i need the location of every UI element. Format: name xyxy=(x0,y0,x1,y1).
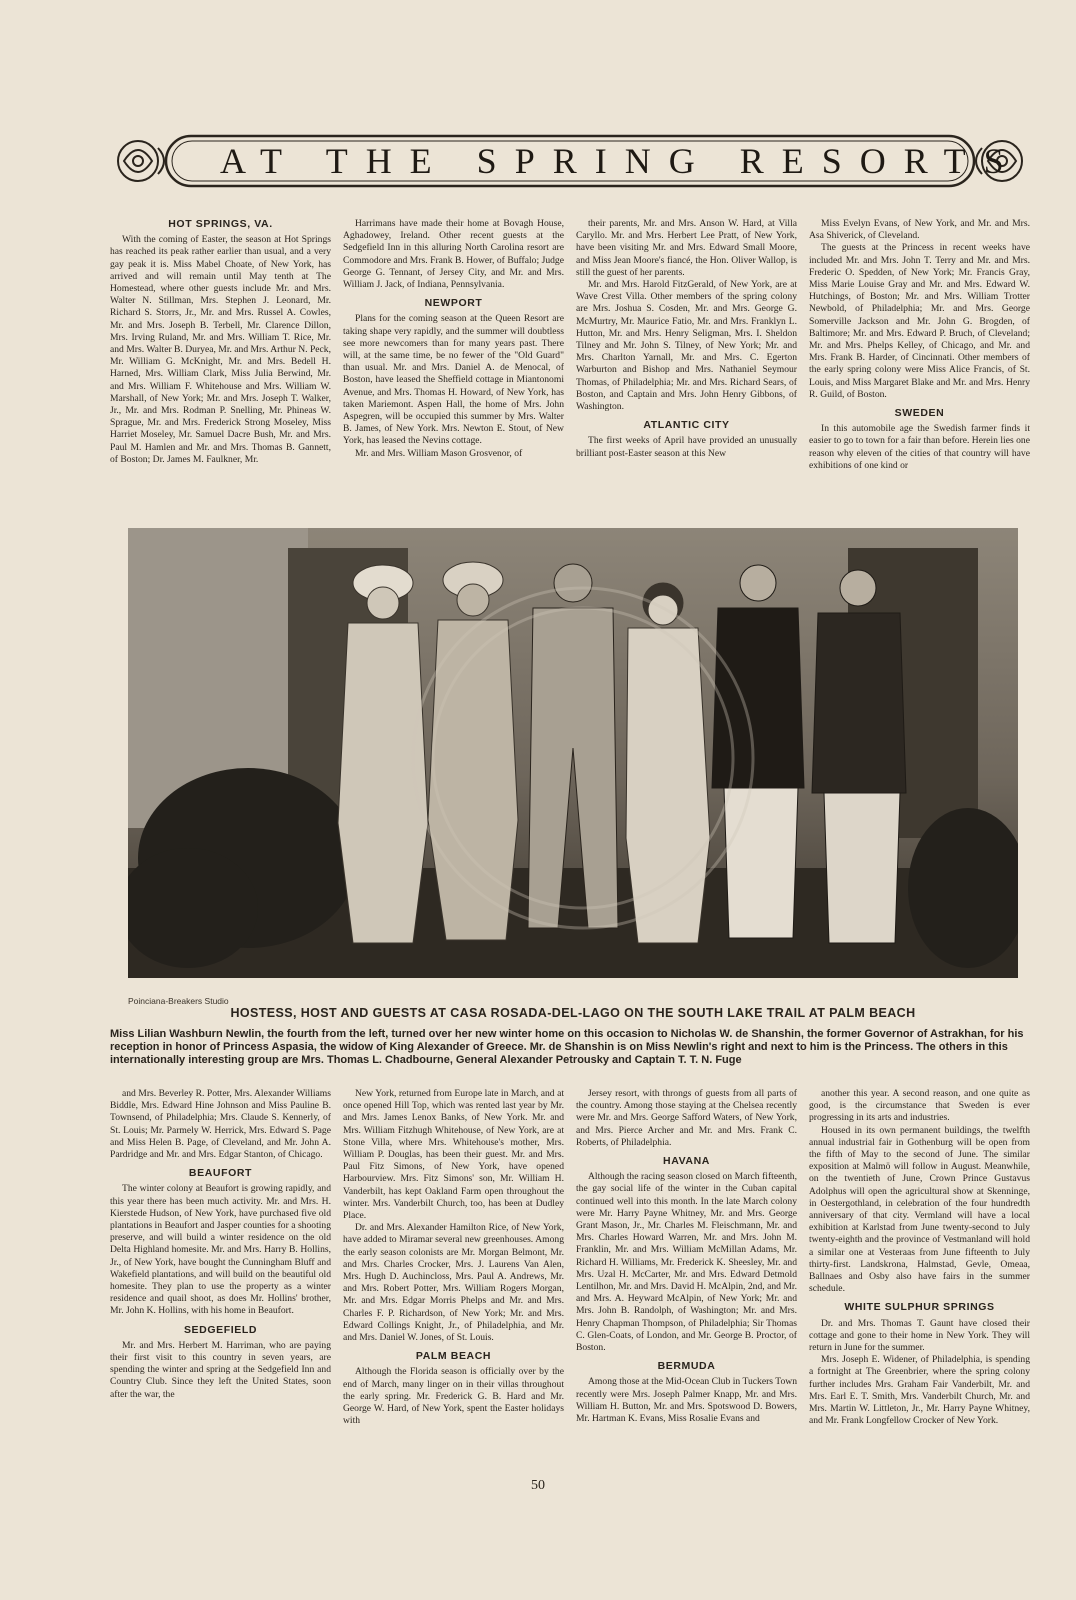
paragraph: Mr. and Mrs. Herbert M. Harriman, who are paying their first visit to this country in seven years, are spending the winter and spring at the Sedgefield Inn and Country Club. Since they left the United States, soon after the war, the xyxy=(110,1339,331,1400)
column-4 xyxy=(809,1088,1030,1476)
paragraph: Miss Evelyn Evans, of New York, and Mr. and Mrs. Asa Shiverick, of Cleveland. xyxy=(809,218,1030,242)
column-3 xyxy=(576,1088,797,1476)
column-1 xyxy=(110,218,331,510)
paragraph: Jersey resort, with throngs of guests from all parts of the country. Among those staying at the Chelsea recently were Mr. and Mrs. George Safford Waters, of New York, and Mrs. Pierce Archer and Mr. and Mrs. Frank C. Roberts, of Philadelphia. xyxy=(576,1088,797,1148)
article-columns-top xyxy=(110,218,1030,510)
column-2 xyxy=(343,218,564,510)
paragraph: In this automobile age the Swedish farmer finds it easier to go to town for a fair than before. Herein lies one reason why eleven of the cities of that country will have exhibitions of one kind or xyxy=(809,423,1030,471)
section-heading: NEWPORT xyxy=(424,297,483,310)
column-3 xyxy=(576,218,797,510)
section-heading: PALM BEACH xyxy=(415,1350,492,1363)
paragraph: With the coming of Easter, the season at Hot Springs has reached its peak rather earlier than usual, and a very gay peak it is. Miss Mabel Choate, of New York, has arrived and will remain until May tenth at The Homestead, where other guests include Mr. and Mrs. Walter N. Stillman, Mrs. Stephen J. Leonard, Mr. Richard S. Storrs, Jr., Mr. and Mrs. Russel A. Cowles, Mr. and Mrs. Joseph B. Terbell, Mr. Clarence Dillon, Mrs. Irving Ruland, Mr. and Mrs. William T. Rice, Mr. and Mrs. Walter B. Duryea, Mr. and Mrs. Arthur N. Peck, Mr. William G. McKnight, Mr. and Mrs. Bedell H. Harned, Mrs. William Clark, Miss Julia Berwind, Mr. and Mrs. William F. Whitehouse and Mrs. William W. Marshall, of New York; Mr. and Mrs. Joseph T. Walker, Jr., Mr. and Mrs. Rodman P. Snelling, Mr. Phineas W. Sprague, Mr. and Mrs. Frederick Strong Moseley, Miss Harriet Moseley, Mr. Samuel Dacre Bush, Mr. and Mrs. Paul M. Hamlen and Mr. and Mrs. Thomas B. Gannett, of Boston; Dr. James M. Faulkner, Mr. xyxy=(110,234,331,465)
title-banner xyxy=(110,128,1030,194)
caption-text: Miss Lilian Washburn Newlin, the fourth from the left, turned over her new winter home on this occasion to Nicholas W. de Shanshin, the former Governor of Astrakhan, for his reception in honor of Princess Aspasia, the widow of King Alexander of Greece. Mr. de Shanshin is on Miss Newlin's right and next to him is the Princess. The others in this internationally interesting group are Mrs. Thomas L. Chadbourne, General Alexander Petrousky and Captain T. T. N. Fuge xyxy=(110,1028,1024,1066)
paragraph: The guests at the Princess in recent weeks have included Mr. and Mrs. John T. Terry and Mr. and Mrs. Frederic O. Spedden, of New York; Mr. Francis Gray, Miss Marie Louise Gray and Mr. and Mrs. Edward W. Hutchings, of Boston; Mr. and Mrs. William Trotter Newbold, of Philadelphia; Mr. and Mrs. George Somerville Jackson and Mr. John G. Brogden, of Baltimore; Mr. and Mrs. Edward P. Bruch, of Cleveland; Mr. and Mrs. Phelps Kelley, of Chicago, and Mr. and Mrs. Frank B. Harder, of Cincinnati. Other members of the early spring colony were Miss Alice Francis, of St. Louis, and Miss Margaret Blake and Mr. and Mrs. Henry R. Guild, of Boston. xyxy=(809,242,1030,400)
section-heading: SWEDEN xyxy=(894,407,945,420)
paragraph: The first weeks of April have provided an unusually brilliant post-Easter season at this New xyxy=(576,435,797,459)
paragraph: New York, returned from Europe late in March, and at once opened Hill Top, which was rented last year by Mr. and Mrs. James Lenox Banks, of New York. Mr. and Mrs. William Fitzhugh Whitehouse, of New York, are at Stone Villa, where Mrs. Whitehouse's mother, Mrs. William P. Douglas, has been their guest. Mr. and Mrs. Paul Fitz Simons, of New York, have opened Harbourview. Mrs. Fitz Simons' son, Mr. William H. Vanderbilt, has kept Oakland Farm open throughout the winter. Mrs. Vanderbilt Church, too, has been at Dudley Place. xyxy=(343,1088,564,1222)
section-heading: ATLANTIC CITY xyxy=(643,419,730,432)
paragraph: Mrs. Joseph E. Widener, of Philadelphia, is spending a fortnight at The Greenbrier, where the spring colony further includes Mrs. Graham Fair Vanderbilt, Mr. and Mrs. Earl E. T. Smith, Mrs. Vanderbilt Church, Mr. and Mrs. Martin W. Littleton, Jr., Mr. Harry Payne Whitney, and Mr. Frank Longfellow Crocker of New York. xyxy=(809,1354,1030,1427)
section-heading: HOT SPRINGS, VA. xyxy=(168,218,273,230)
caption-title: HOSTESS, HOST AND GUESTS AT CASA ROSADA-DEL-LAGO ON THE SOUTH LAKE TRAIL AT PALM BEACH xyxy=(230,1006,916,1020)
paragraph: Mr. and Mrs. William Mason Grosvenor, of xyxy=(355,447,523,459)
section-heading: WHITE SULPHUR SPRINGS xyxy=(844,1301,995,1314)
column-4 xyxy=(809,218,1030,510)
paragraph: another this year. A second reason, and one quite as good, is the circumstance that Sweden is ever progressing in its arts and industries. xyxy=(809,1088,1030,1124)
section-heading: HAVANA xyxy=(663,1155,710,1168)
paragraph: Mr. and Mrs. Harold FitzGerald, of New York, are at Wave Crest Villa. Other members of the spring colony are Mrs. Joshua S. Cosden, Mr. and Mrs. George G. McMurtry, Mr. Maurice Fatio, Mr. and Mrs. Franklyn L. Hutton, Mr. and Mrs. Henry Seligman, Mrs. I. Sheldon Tilney and Mr. John S. Tilney, of New York; Mr. and Mrs. Charlton Yarnall, Mr. and Mrs. C. Egerton Warburton and Bishop and Mrs. Nathaniel Seymour Thomas, of Philadelphia; Mr. and Mrs. Richard Sears, of Boston, and Captain and Mrs. John Henry Gibbons, of Washington. xyxy=(576,279,797,413)
photo-credit: Poinciana-Breakers Studio xyxy=(128,996,229,1006)
paragraph: Dr. and Mrs. Alexander Hamilton Rice, of New York, have added to Miramar several new greenhouses. Among the early season colonists are Mr. Morgan Belmont, Mr. and Mrs. Charles Crocker, Mrs. J. Laurens Van Alen, Mrs. Hugh D. Auchincloss, Mrs. Paul A. Andrews, Mr. and Mrs. Robert Potter, Mrs. William Rogers Morgan, Mr. and Mrs. Edgar Morris Phelps and Mr. and Mrs. Charles F. P. Richardson, of New York; Mr. and Mrs. Edward Collings Knight, Jr., of Philadelphia, and Mr. and Mrs. Daniel W. Jones, of St. Louis. xyxy=(343,1222,564,1344)
paragraph: Housed in its own permanent buildings, the twelfth annual industrial fair in Gothenburg will be open from the fifth of May to the second of June. The similar exposition at Malmö will follow in August. Meanwhile, on the twentieth of June, Crown Prince Gustavus Adolphus will open the agricultural show at Skenninge, in Oestergothland, in celebration of the four hundredth anniversary of that city. Vermland will have a local exhibition at Karlstad from June twenty-second to July twenty-eighth and the province of Vestmanland will hold a similar one at Vesteraas from June fifteenth to July thirty-first. Landskrona, Halmstad, Gevle, Omeaa, Ballnaes and Osby also have fairs in the summer schedule. xyxy=(809,1124,1030,1295)
section-heading: BERMUDA xyxy=(657,1360,716,1373)
page-title: AT THE SPRING RESORTS xyxy=(220,141,1022,181)
paragraph: their parents, Mr. and Mrs. Anson W. Hard, at Villa Caryllo. Mr. and Mrs. Herbert Lee Pratt, of New York, have been visiting Mr. and Mrs. Edward Small Moore, and Miss Jean Moore's fiancé, the Hon. Oliver Wallop, is still the guest of her parents. xyxy=(576,218,797,278)
column-1 xyxy=(110,1088,331,1476)
page-number: 50 xyxy=(531,1478,545,1493)
paragraph: Dr. and Mrs. Thomas T. Gaunt have closed their cottage and gone to their home in New York. They will return in June for the summer. xyxy=(809,1317,1030,1354)
section-heading: BEAUFORT xyxy=(188,1167,253,1180)
paragraph: Although the racing season closed on March fifteenth, the gay social life of the winter in the Cuban capital continued well into this month. In the late March colony were Mr. Harry Payne Whitney, Mr. and Mrs. George Grant Mason, Jr., Mr. Charles M. Fleischmann, Mr. and Mrs. Charles Howard Warren, Mr. and Mrs. John M. Franklin, Mr. and Mrs. William McMillan Adams, Mr. Richard H. Williams, Mr. Frederick K. Sheesley, Mr. and Mrs. Uzal H. McCarter, Mr. and Mrs. Edward Detmold Lentilhon, Mr. and Mrs. David H. McAlpin, 2nd, and Mr. and Mrs. A. Heyward McAlpin, of New York; Mr. and Mrs. John B. Randolph, of Washington; Mr. and Mrs. Henry Chapman Thompson, of Philadelphia; Sir Thomas C. Glen-Coats, of London, and Mr. George B. Proctor, of Boston. xyxy=(576,1171,797,1354)
section-heading: SEDGEFIELD xyxy=(183,1323,258,1336)
group-photograph xyxy=(128,528,1018,978)
paragraph: Although the Florida season is officially over by the end of March, many linger on in their villas throughout the early spring. Mr. Frederick G. B. Hard and Mr. George W. Hard, of New York, spent the Easter holidays with xyxy=(343,1366,564,1427)
paragraph: Plans for the coming season at the Queen Resort are taking shape very rapidly, and the summer will doubtless see more newcomers than for many years past. There will, at the same time, be no fewer of the "Old Guard" than usual. Mr. and Mrs. Daniel A. de Menocal, of Boston, have leased the Sheffield cottage in Miantonomi Avenue, and Mrs. Thomas H. Howard, of New York, has taken Mariemont. Aspen Hall, the home of Mrs. John Aspegren, will be occupied this summer by Mrs. Walter B. James, of New York. Mrs. Newton E. Stout, of New York, has leased the Nevins cottage. xyxy=(343,313,564,447)
paragraph: The winter colony at Beaufort is growing rapidly, and this year there has been much activity. Mr. and Mrs. H. Kierstede Hudson, of New York, have purchased five old plantations in Beaufort and Jasper counties for a shooting preserve, and will build a winter residence on the old Delta Highland homesite. Mr. and Mrs. Harry B. Hollins, Jr., of New York, have bought the Cunningham Bluff and Wakefield plantations, and will build on the beautiful old homesite. They plan to use the property as a winter residence and quail shoot, as does Mr. Hollins' brother, Mr. John K. Hollins, with his home in Beaufort. xyxy=(110,1183,331,1317)
column-2 xyxy=(343,1088,564,1476)
paragraph: Harrimans have made their home at Bovagh House, Aghadowey, Ireland. Other recent guests at the Sedgefield Inn in this alluring North Carolina resort are Commodore and Mrs. Frank B. Hower, of Buffalo; Judge George G. Tennant, of Jersey City, and Mr. and Mrs. William J. Jack, of Indiana, Pennsylvania. xyxy=(343,218,564,291)
paragraph: Among those at the Mid-Ocean Club in Tuckers Town recently were Mrs. Joseph Palmer Knapp, Mr. and Mrs. William H. Button, Mr. and Mrs. Spotswood D. Bowers, Mr. Hartman K. Evans, Miss Rosalie Evans and xyxy=(576,1376,797,1425)
paragraph: and Mrs. Beverley R. Potter, Mrs. Alexander Williams Biddle, Mrs. Edward Hine Johnson and Miss Pauline B. Townsend, of Philadelphia; Mrs. Claude S. Kennerly, of St. Louis; Mr. Parmely W. Herrick, Mrs. Edward S. Page and Miss Helen B. Page, of Cleveland, and Mr. John A. Pardridge and Mr. and Mrs. Edgar Stanton, of Chicago. xyxy=(110,1088,331,1161)
article-columns-bottom xyxy=(110,1088,1030,1476)
